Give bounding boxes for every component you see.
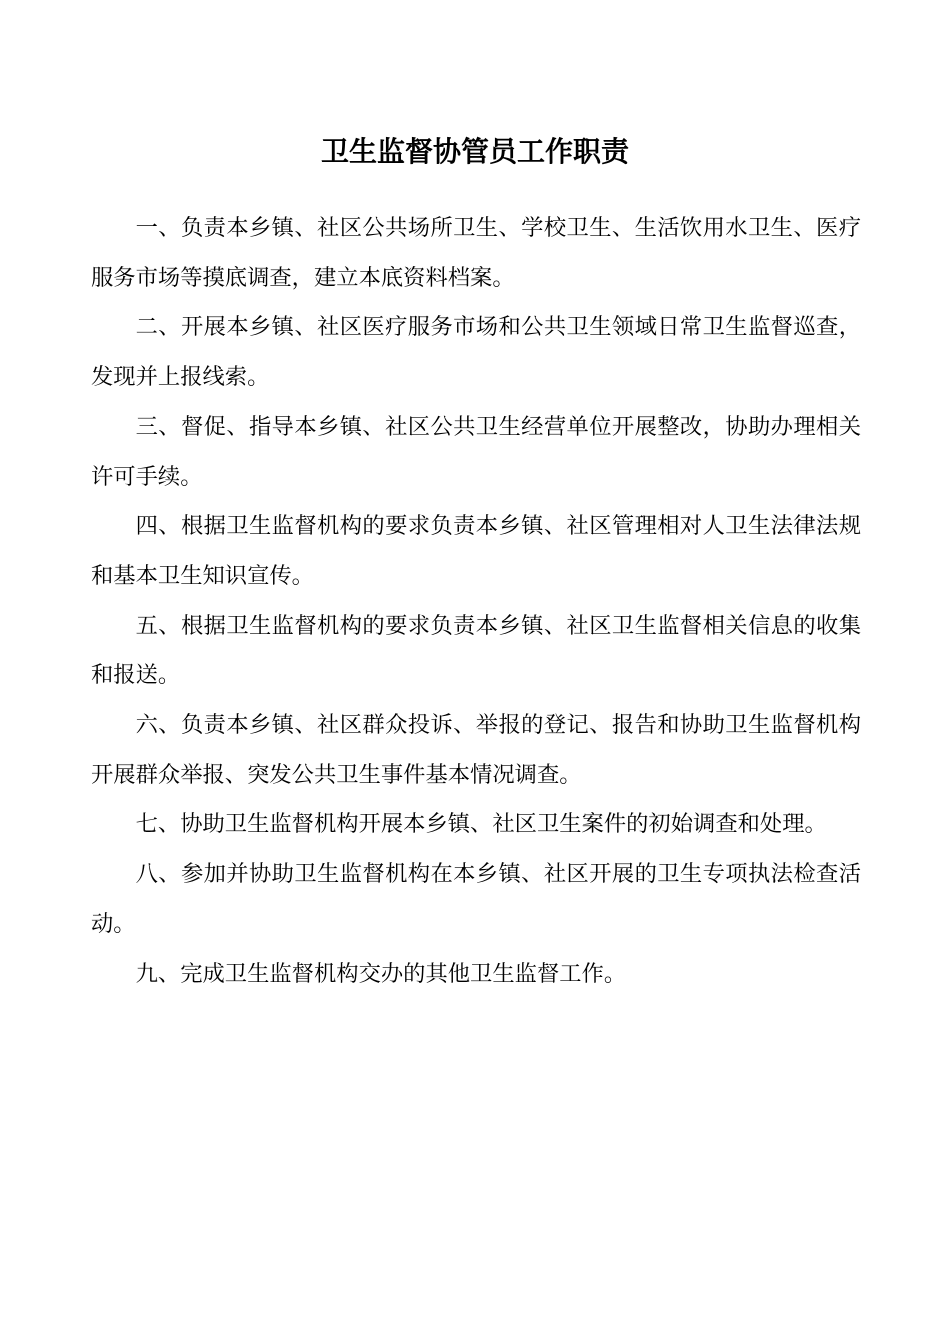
document-title: 卫生监督协管员工作职责 (320, 135, 629, 168)
duty-item-4: 四、根据卫生监督机构的要求负责本乡镇、社区管理相对人卫生法律法规和基本卫生知识宣传。 (91, 513, 861, 589)
duty-item-6: 六、负责本乡镇、社区群众投诉、举报的登记、报告和协助卫生监督机构开展群众举报、突发公共卫生事件基本情况调查。 (91, 712, 861, 788)
duty-item-3: 三、督促、指导本乡镇、社区公共卫生经营单位开展整改，协助办理相关许可手续。 (91, 413, 861, 490)
duty-item-7: 七、协助卫生监督机构开展本乡镇、社区卫生案件的初始调查和处理。 (135, 811, 827, 838)
duty-item-5: 五、根据卫生监督机构的要求负责本乡镇、社区卫生监督相关信息的收集和报送。 (91, 612, 861, 689)
duty-item-8: 八、参加并协助卫生监督机构在本乡镇、社区开展的卫生专项执法检查活动。 (91, 861, 861, 937)
duty-item-9: 九、完成卫生监督机构交办的其他卫生监督工作。 (135, 960, 627, 987)
duty-item-2: 二、开展本乡镇、社区医疗服务市场和公共卫生领域日常卫生监督巡查，发现并上报线索。 (91, 314, 861, 391)
duty-item-1: 一、负责本乡镇、社区公共场所卫生、学校卫生、生活饮用水卫生、医疗服务市场等摸底调查，建立本底资料档案。 (91, 215, 861, 291)
document-body (91, 204, 861, 999)
